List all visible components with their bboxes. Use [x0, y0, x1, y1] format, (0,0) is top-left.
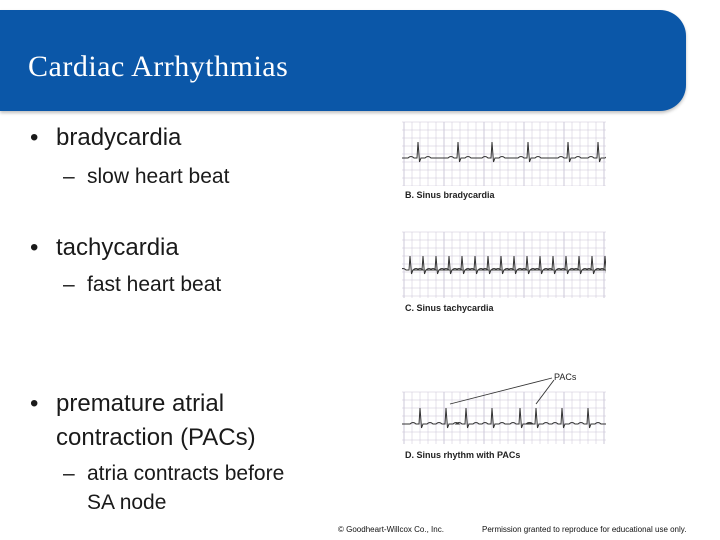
ecg-trace	[402, 142, 606, 162]
sub-bullet-text-line-2: SA node	[87, 491, 167, 514]
dash-symbol: –	[63, 462, 75, 485]
ecg-label-bradycardia: B. Sinus bradycardia	[405, 190, 495, 200]
ecg-trace	[402, 256, 606, 274]
ecg-label-tachycardia: C. Sinus tachycardia	[405, 303, 494, 313]
bullet-text-line-1: premature atrial	[56, 390, 225, 417]
ecg-trace-tachycardia	[402, 230, 606, 298]
title-bar	[0, 10, 686, 111]
ecg-strip-tachycardia	[402, 230, 606, 318]
bullet-text: bradycardia	[56, 124, 182, 151]
ecg-strip-pacs	[402, 366, 606, 462]
dash-symbol: –	[63, 273, 75, 296]
bullet-text-line-2: contraction (PACs)	[56, 424, 256, 451]
ecg-grid	[402, 232, 606, 298]
ecg-trace	[402, 408, 606, 428]
ecg-trace-bradycardia	[402, 120, 606, 186]
ecg-grid	[402, 392, 606, 444]
sub-bullet-text: slow heart beat	[87, 165, 230, 188]
pacs-annotation: PACs	[554, 372, 577, 382]
permission-notice: Permission granted to reproduce for educational use only.	[482, 525, 687, 534]
ecg-label-pacs: D. Sinus rhythm with PACs	[405, 450, 521, 460]
bullet-symbol: •	[30, 124, 39, 151]
ecg-strip-bradycardia	[402, 120, 606, 206]
copyright-notice: © Goodheart-Willcox Co., Inc.	[338, 525, 444, 534]
bullet-text: tachycardia	[56, 234, 179, 261]
bullet-symbol: •	[30, 390, 39, 417]
ecg-grid	[402, 122, 606, 186]
bullet-symbol: •	[30, 234, 39, 261]
sub-bullet-text: fast heart beat	[87, 273, 222, 296]
dash-symbol: –	[63, 165, 75, 188]
sub-bullet-text-line-1: atria contracts before	[87, 462, 285, 485]
slide-title: Cardiac Arrhythmias	[28, 50, 289, 83]
